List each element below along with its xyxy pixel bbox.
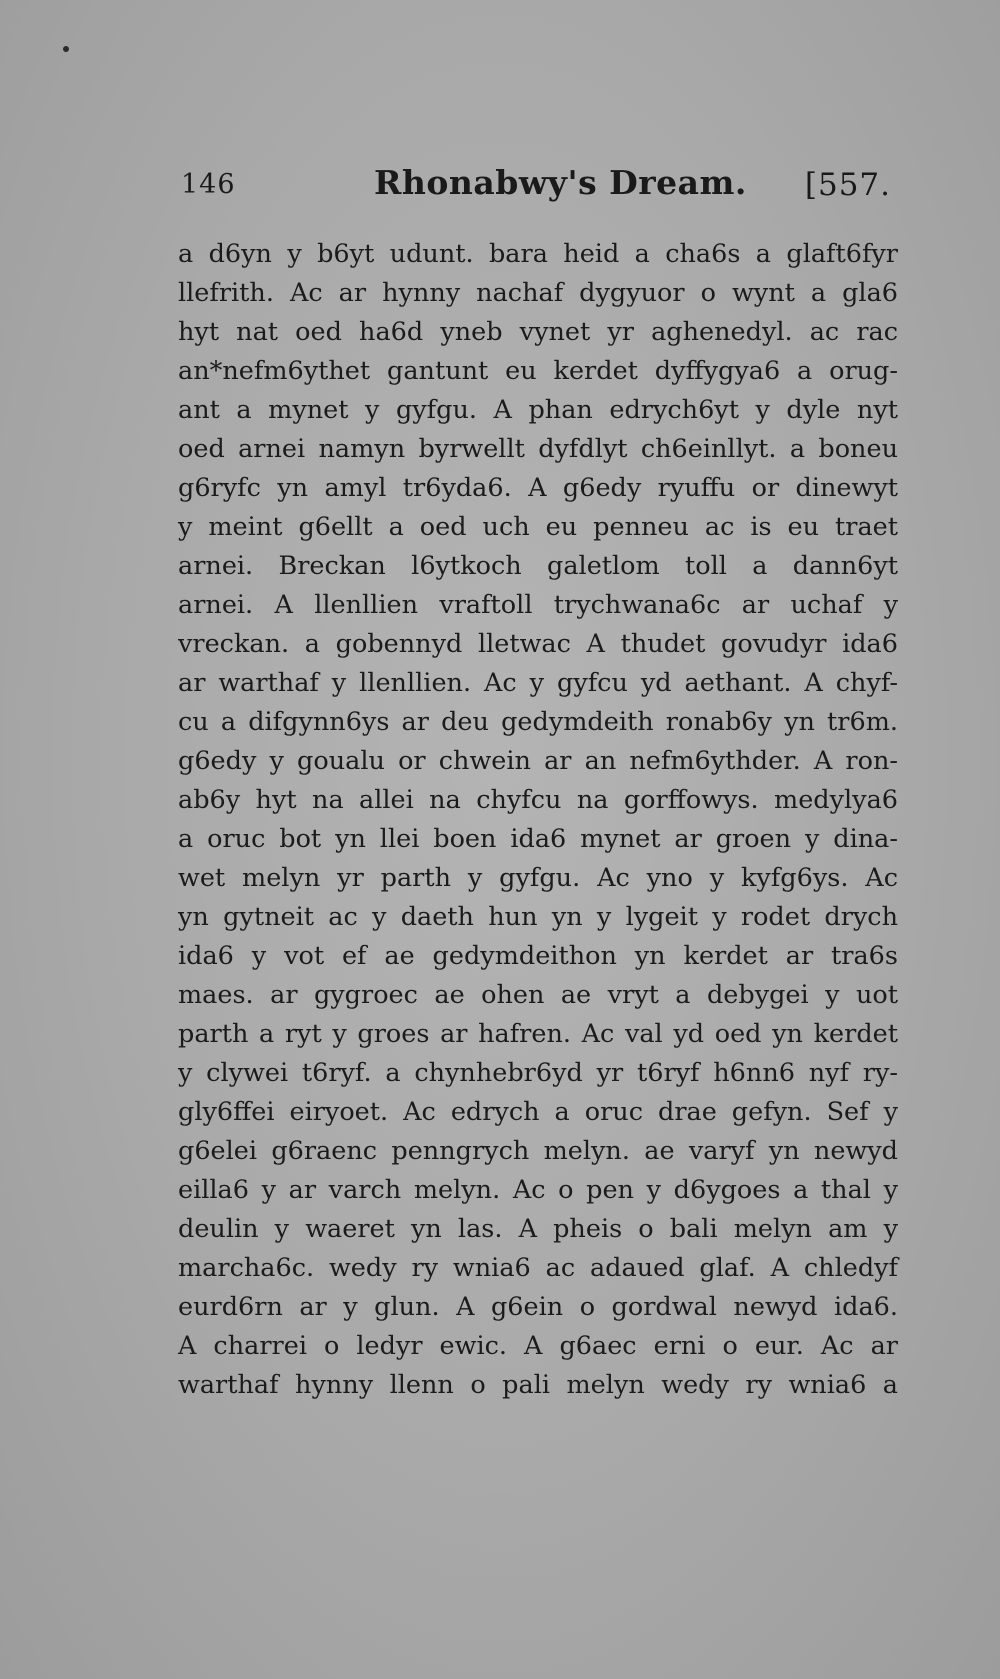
text-line: ant a mynet y gyfgu. A phan edrych6yt y dyle nyt — [178, 395, 898, 425]
text-line: y meint g6ellt a oed uch eu penneu ac is eu traet — [178, 512, 898, 542]
body-text — [178, 235, 898, 1405]
text-line: ar warthaf y llenllien. Ac y gyfcu yd aethant. A chyf- — [178, 668, 898, 698]
text-line: deulin y waeret yn las. A pheis o bali melyn am y — [178, 1214, 898, 1244]
text-line: g6ryfc yn amyl tr6yda6. A g6edy ryuffu or dinewyt — [178, 473, 898, 503]
text-line: ab6y hyt na allei na chyfcu na gorffowys. medylya6 — [178, 785, 898, 815]
text-line: maes. ar gygroec ae ohen ae vryt a debygei y uot — [178, 980, 898, 1010]
text-line: arnei. A llenllien vraftoll trychwana6c ar uchaf y — [178, 590, 898, 620]
text-line: yn gytneit ac y daeth hun yn y lygeit y rodet drych — [178, 902, 898, 932]
text-line: cu a difgynn6ys ar deu gedymdeith ronab6y yn tr6m. — [178, 707, 898, 737]
page-number: 146 — [181, 169, 236, 200]
text-line: A charrei o ledyr ewic. A g6aec erni o eur. Ac ar — [178, 1331, 898, 1361]
text-line: gly6ffei eiryoet. Ac edrych a oruc drae gefyn. Sef y — [178, 1097, 898, 1127]
text-line: warthaf hynny llenn o pali melyn wedy ry wnia6 a — [178, 1370, 898, 1400]
text-line: wet melyn yr parth y gyfgu. Ac yno y kyfg6ys. Ac — [178, 863, 898, 893]
text-line: parth a ryt y groes ar hafren. Ac val yd oed yn kerdet — [178, 1019, 898, 1049]
text-line: a d6yn y b6yt udunt. bara heid a cha6s a glaft6fyr — [178, 239, 898, 269]
ink-speck — [63, 46, 69, 52]
text-line: y clywei t6ryf. a chynhebr6yd yr t6ryf h6nn6 nyf ry- — [178, 1058, 898, 1088]
text-line: g6edy y goualu or chwein ar an nefm6ythder. A ron- — [178, 746, 898, 776]
text-line: marcha6c. wedy ry wnia6 ac adaued glaf. A chledyf — [178, 1253, 898, 1283]
running-title: Rhonabwy's Dream. — [374, 163, 747, 202]
text-line: hyt nat oed ha6d yneb vynet yr aghenedyl. ac rac — [178, 317, 898, 347]
text-line: eilla6 y ar varch melyn. Ac o pen y d6ygoes a thal y — [178, 1175, 898, 1205]
text-line: ida6 y vot ef ae gedymdeithon yn kerdet ar tra6s — [178, 941, 898, 971]
text-line: a oruc bot yn llei boen ida6 mynet ar groen y dina- — [178, 824, 898, 854]
text-line: oed arnei namyn byrwellt dyfdlyt ch6einllyt. a boneu — [178, 434, 898, 464]
text-line: eurd6rn ar y glun. A g6ein o gordwal newyd ida6. — [178, 1292, 898, 1322]
text-line: vreckan. a gobennyd lletwac A thudet govudyr ida6 — [178, 629, 898, 659]
text-line: arnei. Breckan l6ytkoch galetlom toll a dann6yt — [178, 551, 898, 581]
text-line: g6elei g6raenc penngrych melyn. ae varyf yn newyd — [178, 1136, 898, 1166]
section-number: [557. — [804, 167, 891, 203]
running-header — [181, 163, 891, 207]
text-line: llefrith. Ac ar hynny nachaf dygyuor o wynt a gla6 — [178, 278, 898, 308]
text-line: an*nefm6ythet gantunt eu kerdet dyffygya6 a orug- — [178, 356, 898, 386]
